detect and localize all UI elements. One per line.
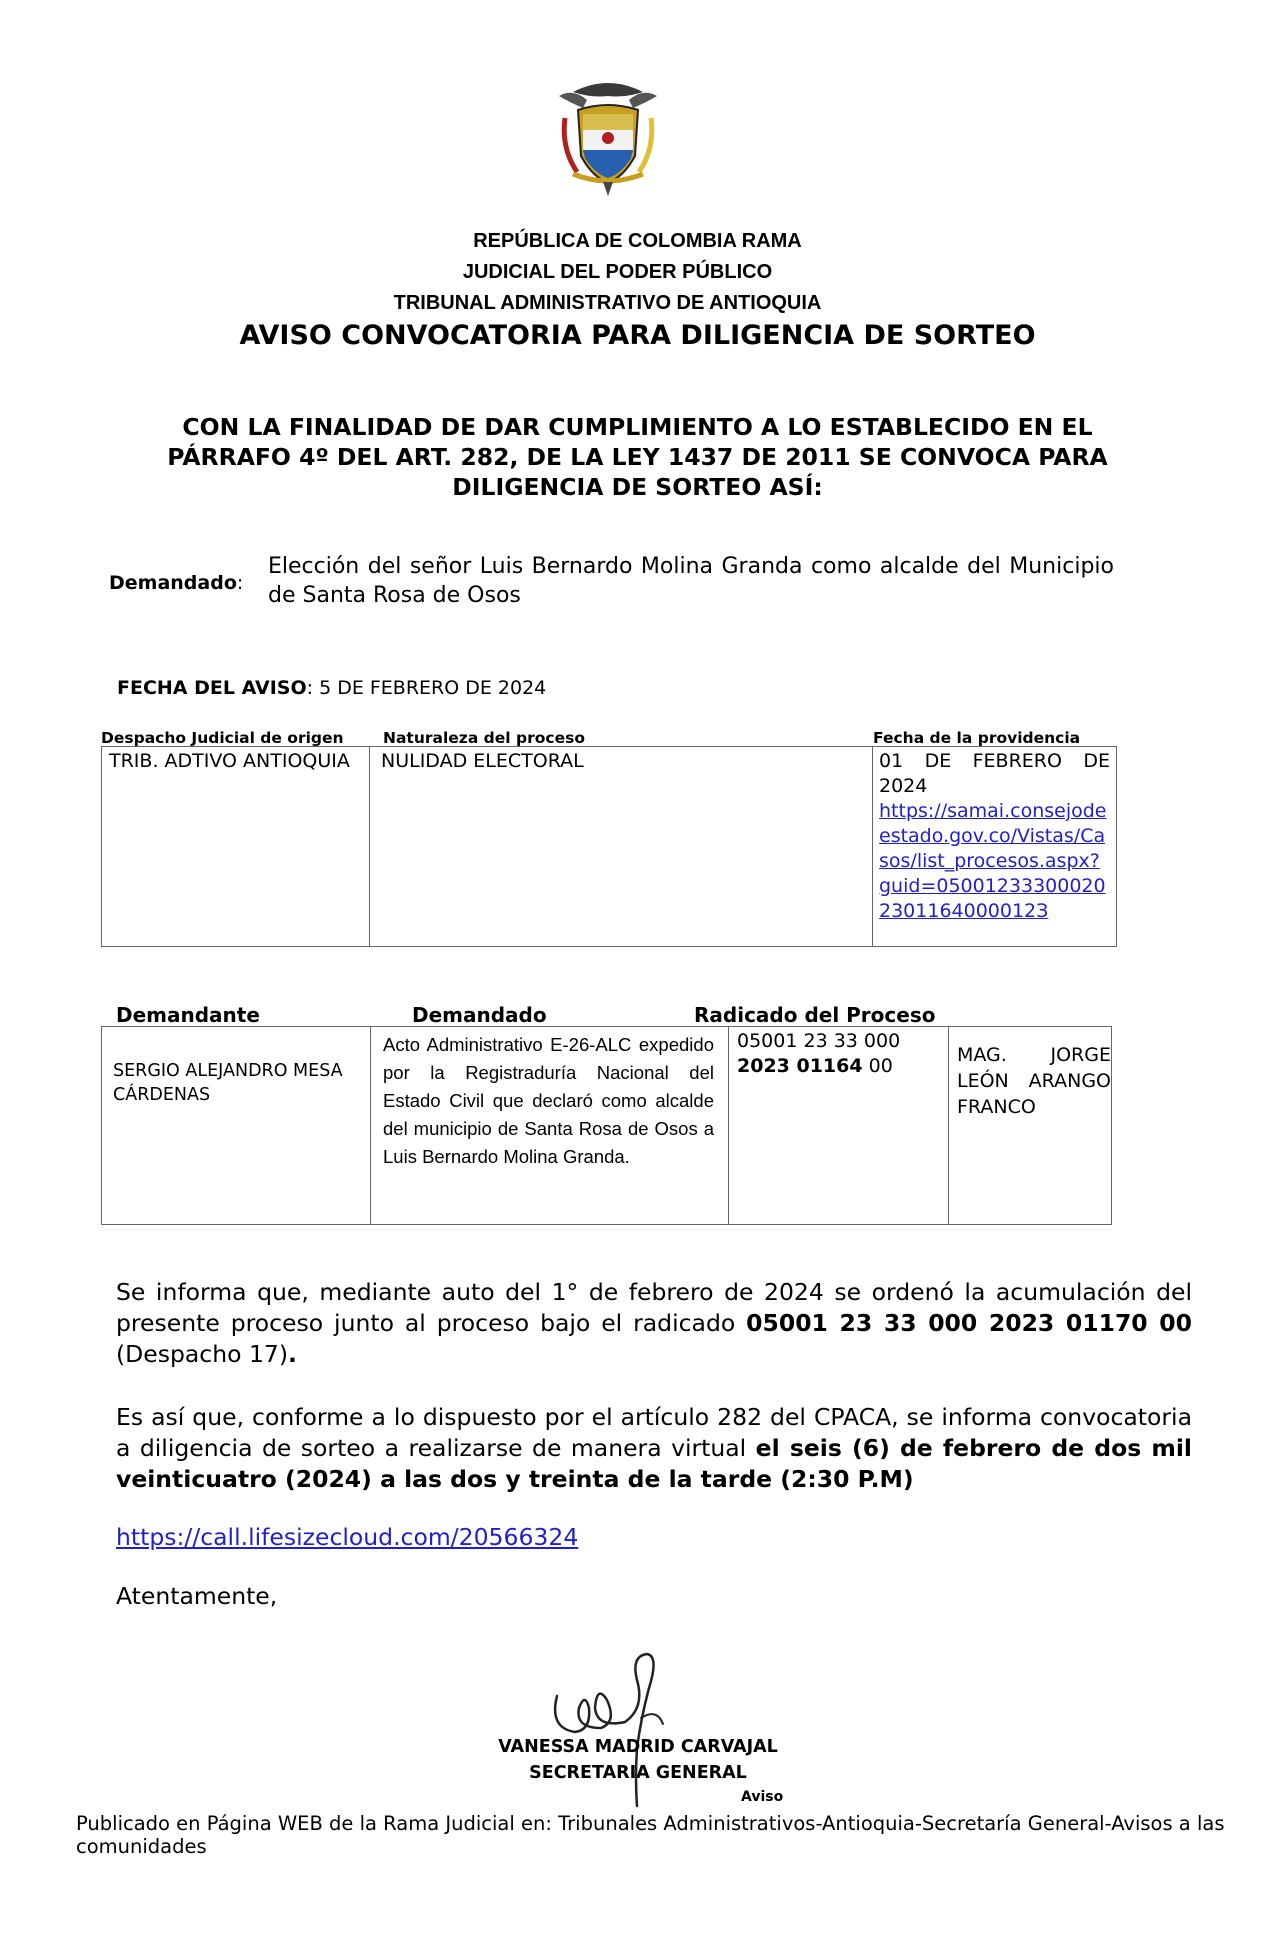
aviso-tag: Aviso	[741, 1789, 784, 1805]
paragraph-acumulacion	[116, 1277, 1192, 1370]
intro-line-1: CON LA FINALIDAD DE DAR CUMPLIMIENTO A LO ESTABLECIDO EN EL	[182, 413, 1093, 441]
process-origin-table	[101, 746, 1117, 947]
radicado-cell	[729, 1027, 949, 1225]
radicado-line-1: 05001 23 33 000	[737, 1030, 901, 1052]
intro-line-2: PÁRRAFO 4º DEL ART. 282, DE LA LEY 1437 DE 2011 SE CONVOCA PARA	[167, 443, 1108, 471]
table2-header-radicado: Radicado del Proceso	[694, 1003, 936, 1027]
header-line-3: TRIBUNAL ADMINISTRATIVO DE ANTIOQUIA	[393, 292, 822, 314]
fecha-providencia-text: 01 DE FEBRERO DE 2024	[879, 750, 1110, 797]
demandado-label-text: Demandado	[109, 572, 237, 594]
table1-header-naturaleza: Naturaleza del proceso	[383, 729, 585, 747]
demandante-cell	[102, 1027, 371, 1225]
lifesize-call-link[interactable]: https://call.lifesizecloud.com/20566324	[116, 1523, 579, 1551]
demandado-label	[109, 572, 243, 594]
magistrado-cell: MAG. JORGE LEÓN ARANGO FRANCO	[949, 1027, 1112, 1225]
colombia-coat-of-arms-icon	[553, 78, 663, 198]
table-row	[102, 747, 1117, 947]
p1-despacho: (Despacho 17)	[116, 1340, 289, 1368]
table-row	[102, 1027, 1112, 1225]
signer-role: SECRETARIA GENERAL	[529, 1763, 747, 1783]
footer-publication-note: Publicado en Página WEB de la Rama Judicial en: Tribunales Administrativos-Antioquia-Secretaría General-Avisos a las comunidades	[76, 1812, 1225, 1858]
closing-text: Atentamente,	[116, 1582, 278, 1610]
intro-text	[130, 412, 1145, 502]
p2-text: Es así que, conforme a lo dispuesto por el artículo 282 del CPACA, se informa convocatoria a diligencia de sorteo a realizarse de manera virtual	[116, 1403, 1192, 1462]
header-line-2: JUDICIAL DEL PODER PÚBLICO	[462, 261, 773, 283]
naturaleza-cell: NULIDAD ELECTORAL	[370, 747, 873, 947]
demandado-colon: :	[236, 572, 244, 594]
p1-period: .	[288, 1340, 297, 1368]
fecha-value: : 5 DE FEBRERO DE 2024	[306, 677, 547, 699]
table2-header-demandante: Demandante	[116, 1003, 260, 1027]
intro-line-3: DILIGENCIA DE SORTEO ASÍ:	[452, 473, 823, 501]
table1-header-fecha: Fecha de la providencia	[873, 729, 1081, 747]
demandante-text: SERGIO ALEJANDRO MESA CÁRDENAS	[113, 1061, 343, 1105]
handwritten-signature-icon	[545, 1648, 725, 1808]
demandado-cell: Acto Administrativo E-26-ALC expedido por la Registraduría Nacional del Estado Civil que declaró como alcalde del municipio de Santa Rosa de Osos a Luis Bernardo Molina Granda.	[371, 1027, 729, 1225]
fecha-aviso	[117, 677, 546, 699]
fecha-label: FECHA DEL AVISO	[117, 677, 307, 699]
table2-header-demandado: Demandado	[412, 1003, 547, 1027]
radicado-line-2	[737, 1054, 943, 1079]
despacho-cell: TRIB. ADTIVO ANTIOQUIA	[102, 747, 370, 947]
table1-header-despacho: Despacho Judicial de origen	[101, 729, 344, 747]
fecha-providencia-cell	[873, 747, 1117, 947]
p2-fecha-hora: el seis (6) de febrero de dos mil veinticuatro (2024) a las dos y treinta de la tarde (2:30 P.M)	[116, 1434, 1192, 1493]
samai-link[interactable]: https://samai.consejodeestado.gov.co/Vistas/Casos/list_procesos.aspx?guid=050012333000202301164000012З	[879, 800, 1107, 922]
p1-text: Se informa que, mediante auto del 1° de febrero de 2024 se ordenó la acumulación del presente proceso junto al proceso bajo el radicado	[116, 1278, 1192, 1337]
radicado-suffix: 00	[862, 1055, 893, 1077]
signer-name: VANESSA MADRID CARVAJAL	[498, 1737, 778, 1757]
document-title: AVISO CONVOCATORIA PARA DILIGENCIA DE SORTEO	[239, 320, 1036, 351]
header-line-1: REPÚBLICA DE COLOMBIA RAMA	[473, 230, 802, 252]
parties-table	[101, 1026, 1112, 1225]
p1-radicado: 05001 23 33 000 2023 01170 00	[746, 1309, 1192, 1337]
radicado-number-bold: 2023 01164	[737, 1055, 863, 1077]
demandado-text: Elección del señor Luis Bernardo Molina Granda como alcalde del Municipio de Santa Rosa de Osos	[268, 554, 1114, 608]
paragraph-convocatoria	[116, 1402, 1192, 1495]
